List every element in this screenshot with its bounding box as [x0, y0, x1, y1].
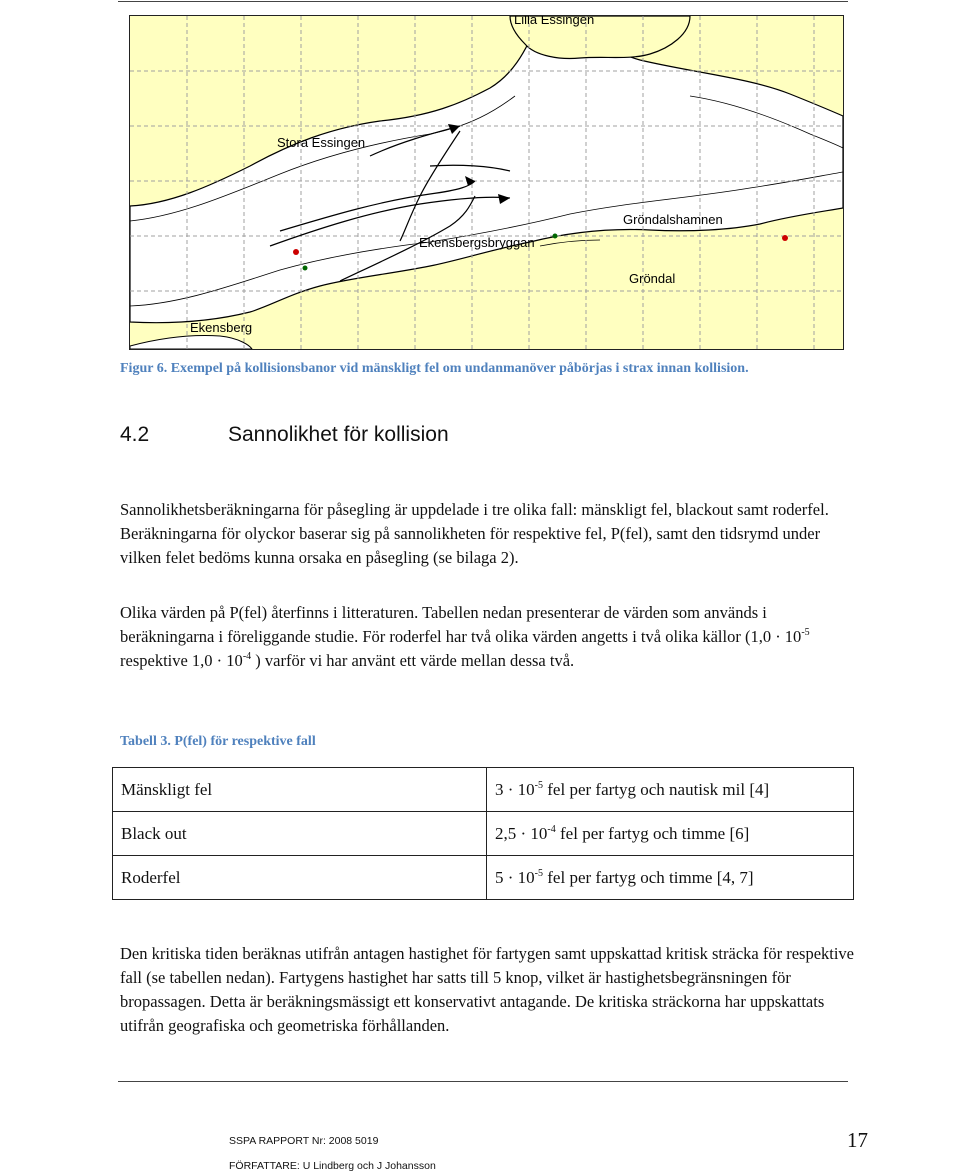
- row-value: [487, 768, 854, 812]
- map-label-ekensberg: Ekensberg: [190, 320, 253, 335]
- paragraph-values: [120, 601, 860, 673]
- ferry-dot: [303, 266, 308, 271]
- table-row: [113, 812, 854, 856]
- ferry-dot: [553, 234, 558, 239]
- footer-report: SSPA RAPPORT Nr: 2008 5019: [229, 1135, 379, 1147]
- row-value: [487, 812, 854, 856]
- value-unit: fel per fartyg och timme [4, 7]: [543, 867, 754, 887]
- value-base: 2,5 · 10: [495, 823, 548, 843]
- value-unit: fel per fartyg och nautisk mil [4]: [543, 779, 770, 799]
- table-row: [113, 856, 854, 900]
- pfel-table: [112, 767, 854, 900]
- marker-dot: [293, 249, 299, 255]
- map-label-stora-essingen: Stora Essingen: [277, 135, 366, 150]
- exponent: -5: [534, 867, 544, 879]
- map-label-grondal: Gröndal: [629, 271, 676, 286]
- bottom-rule: [118, 1081, 848, 1082]
- table-caption: Tabell 3. P(fel) för respektive fall: [120, 734, 316, 749]
- exponent: -5: [801, 627, 810, 638]
- exponent: -4: [242, 651, 252, 662]
- map-label-lilla-essingen: Lilla Essingen: [514, 16, 595, 27]
- paragraph-intro: Sannolikhetsberäkningarna för påsegling är uppdelade i tre olika fall: mänskligt fel, blackout samt roderfel. Beräkningarna för olyckor baserar sig på sannolikheten för respektive fel, P(fel), samt den tidsrymd under vilken felet bedöms kunna orsaka en påsegling (se bilaga 2).: [120, 500, 829, 567]
- section-title: Sannolikhet för kollision: [228, 423, 449, 446]
- value-base: 3 · 10: [495, 779, 535, 799]
- top-rule: [118, 1, 848, 2]
- map-label-grondalshamnen: Gröndalshamnen: [623, 212, 723, 227]
- paragraph-values-part1: Olika värden på P(fel) återfinns i litteraturen. Tabellen nedan presenterar de värden som används i beräkningarna i föreliggande studie. För roderfel har två olika värden angetts i två olika källor (1,0 · 10: [120, 603, 802, 646]
- section-heading: [120, 423, 449, 447]
- exponent: -4: [547, 823, 556, 835]
- row-label: Mänskligt fel: [113, 768, 487, 812]
- table-row: [113, 768, 854, 812]
- paragraph-values-part2: respektive 1,0 · 10: [120, 651, 243, 670]
- exponent: -5: [534, 779, 544, 791]
- value-unit: fel per fartyg och timme [6]: [555, 823, 750, 843]
- map-label-ekensbergsbryggan: Ekensbergsbryggan: [419, 235, 535, 250]
- row-label: Roderfel: [113, 856, 487, 900]
- row-label: Black out: [113, 812, 487, 856]
- row-value: [487, 856, 854, 900]
- page-number: 17: [847, 1128, 868, 1152]
- section-number: 4.2: [120, 423, 150, 446]
- marker-dot: [782, 235, 788, 241]
- map-figure: [129, 15, 844, 350]
- figure-caption: Figur 6. Exempel på kollisionsbanor vid mänskligt fel om undanmanöver påbörjas i strax innan kollision.: [120, 361, 749, 376]
- paragraph-values-part3: ) varför vi har använt ett värde mellan dessa två.: [251, 651, 575, 670]
- paragraph-critical-time: Den kritiska tiden beräknas utifrån antagen hastighet för fartygen samt uppskattad kritisk sträcka för respektive fall (se tabellen nedan). Fartygens hastighet har satts till 5 knop, vilket är hastighetsbegränsningen för bropassagen. Detta är beräkningsmässigt ett konservativt antagande. De kritiska sträckorna har uppskattats utifrån geografiska och geometriska förhållanden.: [120, 944, 855, 1035]
- value-base: 5 · 10: [495, 867, 535, 887]
- footer-authors: FÖRFATTARE: U Lindberg och J Johansson: [229, 1160, 436, 1172]
